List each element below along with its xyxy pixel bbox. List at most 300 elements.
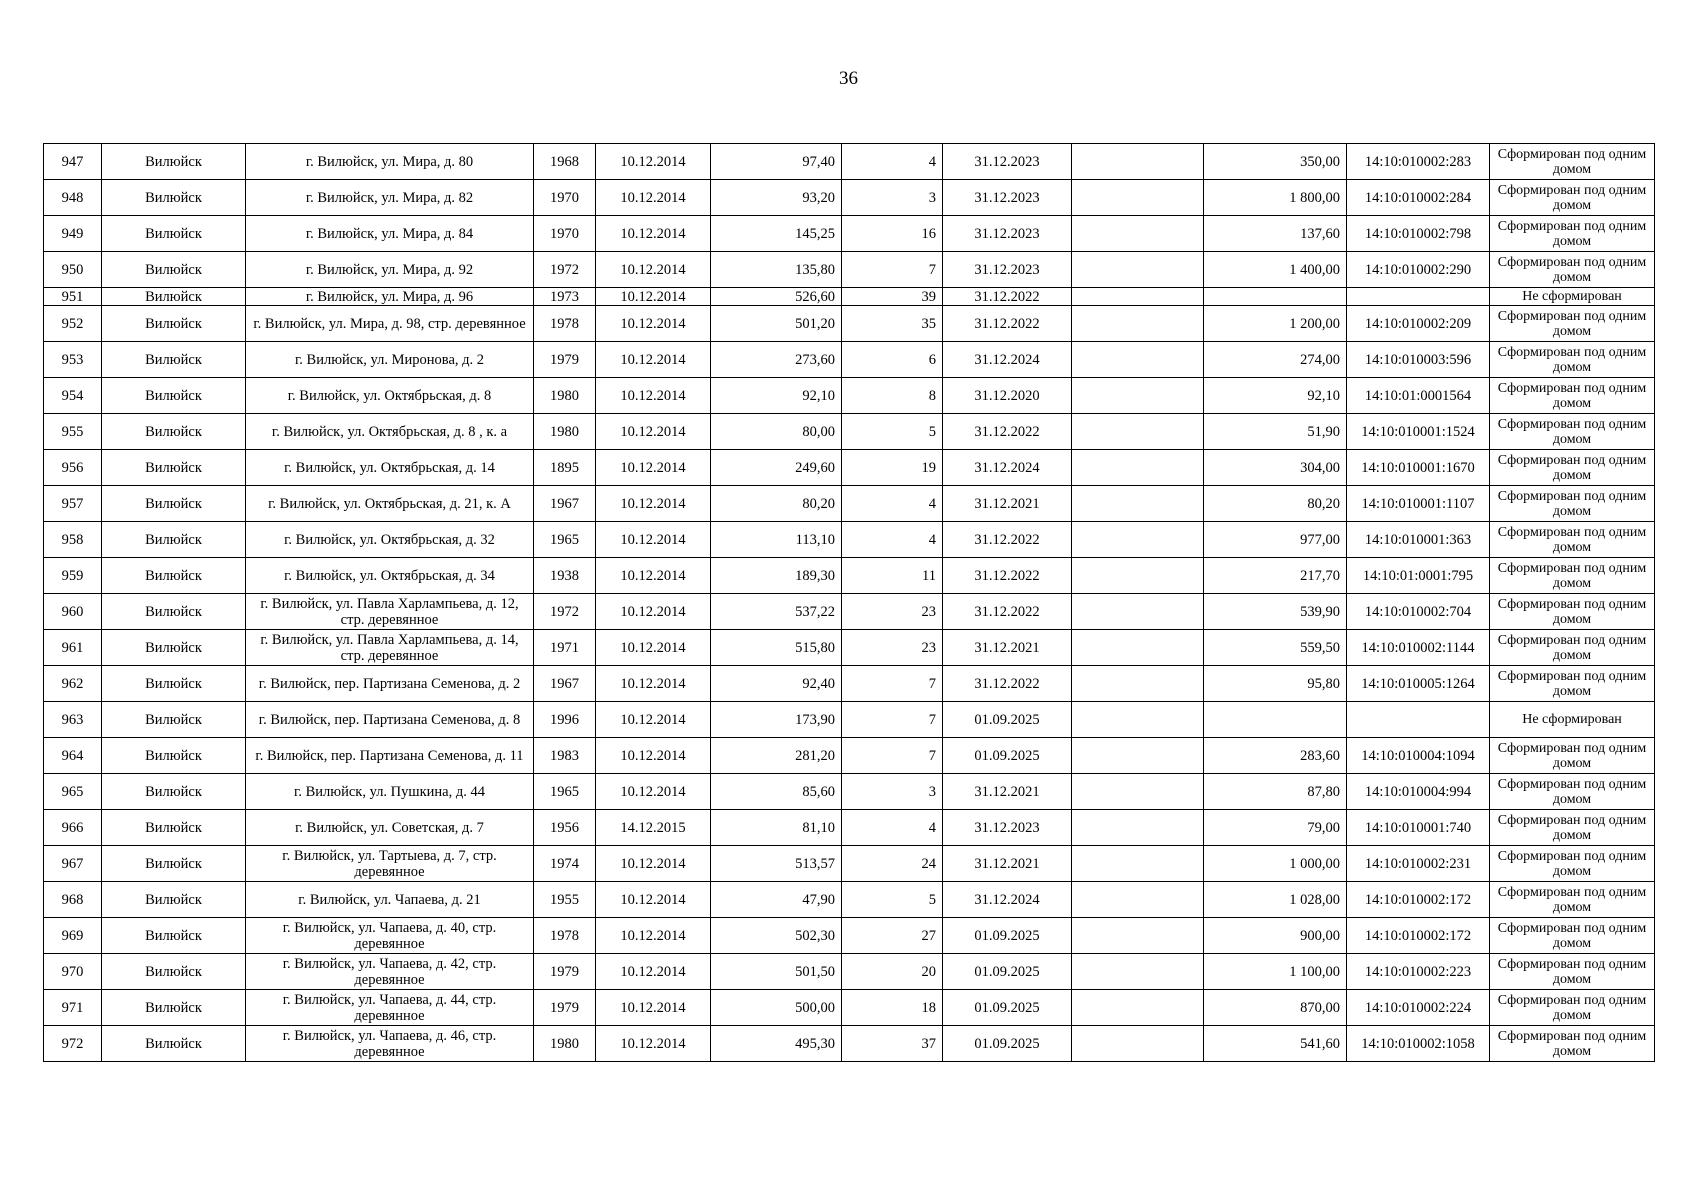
date-cell: 10.12.2014 [596, 702, 711, 738]
cadastral-number-cell: 14:10:010002:284 [1347, 180, 1490, 216]
area-cell: 495,30 [711, 1026, 842, 1062]
table-row [44, 882, 1655, 918]
land-area-cell: 95,80 [1204, 666, 1347, 702]
address-cell: г. Вилюйск, ул. Мира, д. 98, стр. деревянное [246, 306, 534, 342]
locality-cell: Вилюйск [102, 954, 246, 990]
address-cell: г. Вилюйск, ул. Чапаева, д. 46, стр. деревянное [246, 1026, 534, 1062]
year-built-cell: 1980 [534, 1026, 596, 1062]
row-number-cell: 956 [44, 450, 102, 486]
area-cell: 526,60 [711, 288, 842, 306]
date-cell: 10.12.2014 [596, 180, 711, 216]
land-area-cell: 870,00 [1204, 990, 1347, 1026]
land-status-cell: Сформирован под одним домом [1490, 306, 1655, 342]
residents-cell: 11 [842, 558, 943, 594]
cadastral-number-cell: 14:10:010001:1107 [1347, 486, 1490, 522]
address-cell: г. Вилюйск, ул. Чапаева, д. 42, стр. деревянное [246, 954, 534, 990]
year-built-cell: 1979 [534, 954, 596, 990]
deadline-cell: 31.12.2021 [943, 486, 1072, 522]
date-cell: 10.12.2014 [596, 846, 711, 882]
row-number-cell: 955 [44, 414, 102, 450]
table-row [44, 954, 1655, 990]
date-cell: 10.12.2014 [596, 738, 711, 774]
address-cell: г. Вилюйск, ул. Октябрьская, д. 34 [246, 558, 534, 594]
land-status-cell: Сформирован под одним домом [1490, 630, 1655, 666]
deadline-cell: 31.12.2022 [943, 594, 1072, 630]
year-built-cell: 1965 [534, 774, 596, 810]
date-cell: 10.12.2014 [596, 216, 711, 252]
deadline-cell: 01.09.2025 [943, 702, 1072, 738]
row-number-cell: 963 [44, 702, 102, 738]
blank-cell-cell [1072, 216, 1204, 252]
year-built-cell: 1971 [534, 630, 596, 666]
cadastral-number-cell: 14:10:010002:172 [1347, 918, 1490, 954]
residents-cell: 4 [842, 522, 943, 558]
residents-cell: 4 [842, 486, 943, 522]
cadastral-number-cell: 14:10:010003:596 [1347, 342, 1490, 378]
cadastral-number-cell: 14:10:010001:363 [1347, 522, 1490, 558]
residents-cell: 8 [842, 378, 943, 414]
cadastral-number-cell: 14:10:010005:1264 [1347, 666, 1490, 702]
residents-cell: 16 [842, 216, 943, 252]
table-row [44, 252, 1655, 288]
area-cell: 97,40 [711, 144, 842, 180]
date-cell: 10.12.2014 [596, 288, 711, 306]
year-built-cell: 1983 [534, 738, 596, 774]
residents-cell: 27 [842, 918, 943, 954]
land-status-cell: Сформирован под одним домом [1490, 594, 1655, 630]
table-row [44, 1026, 1655, 1062]
land-area-cell: 1 100,00 [1204, 954, 1347, 990]
land-area-cell: 51,90 [1204, 414, 1347, 450]
address-cell: г. Вилюйск, пер. Партизана Семенова, д. 8 [246, 702, 534, 738]
deadline-cell: 01.09.2025 [943, 918, 1072, 954]
date-cell: 10.12.2014 [596, 918, 711, 954]
land-status-cell: Сформирован под одним домом [1490, 378, 1655, 414]
table-row [44, 522, 1655, 558]
date-cell: 10.12.2014 [596, 666, 711, 702]
area-cell: 281,20 [711, 738, 842, 774]
locality-cell: Вилюйск [102, 918, 246, 954]
land-status-cell: Сформирован под одним домом [1490, 1026, 1655, 1062]
land-status-cell: Сформирован под одним домом [1490, 180, 1655, 216]
date-cell: 10.12.2014 [596, 774, 711, 810]
land-area-cell: 80,20 [1204, 486, 1347, 522]
cadastral-number-cell: 14:10:010002:290 [1347, 252, 1490, 288]
area-cell: 249,60 [711, 450, 842, 486]
residents-cell: 3 [842, 774, 943, 810]
deadline-cell: 31.12.2021 [943, 630, 1072, 666]
cadastral-number-cell [1347, 288, 1490, 306]
table-row [44, 216, 1655, 252]
blank-cell-cell [1072, 630, 1204, 666]
row-number-cell: 952 [44, 306, 102, 342]
blank-cell-cell [1072, 738, 1204, 774]
blank-cell-cell [1072, 378, 1204, 414]
land-area-cell: 559,50 [1204, 630, 1347, 666]
blank-cell-cell [1072, 144, 1204, 180]
land-area-cell: 541,60 [1204, 1026, 1347, 1062]
residents-cell: 37 [842, 1026, 943, 1062]
row-number-cell: 962 [44, 666, 102, 702]
land-area-cell: 1 028,00 [1204, 882, 1347, 918]
date-cell: 10.12.2014 [596, 450, 711, 486]
cadastral-number-cell: 14:10:01:0001:795 [1347, 558, 1490, 594]
locality-cell: Вилюйск [102, 288, 246, 306]
deadline-cell: 31.12.2024 [943, 342, 1072, 378]
date-cell: 10.12.2014 [596, 882, 711, 918]
row-number-cell: 948 [44, 180, 102, 216]
residents-cell: 7 [842, 252, 943, 288]
row-number-cell: 969 [44, 918, 102, 954]
year-built-cell: 1968 [534, 144, 596, 180]
address-cell: г. Вилюйск, ул. Октябрьская, д. 14 [246, 450, 534, 486]
residents-cell: 23 [842, 594, 943, 630]
locality-cell: Вилюйск [102, 144, 246, 180]
area-cell: 113,10 [711, 522, 842, 558]
residents-cell: 24 [842, 846, 943, 882]
locality-cell: Вилюйск [102, 990, 246, 1026]
address-cell: г. Вилюйск, ул. Чапаева, д. 40, стр. деревянное [246, 918, 534, 954]
deadline-cell: 31.12.2022 [943, 414, 1072, 450]
area-cell: 80,00 [711, 414, 842, 450]
date-cell: 10.12.2014 [596, 306, 711, 342]
table-row [44, 594, 1655, 630]
deadline-cell: 31.12.2022 [943, 306, 1072, 342]
blank-cell-cell [1072, 558, 1204, 594]
cadastral-number-cell: 14:10:010002:209 [1347, 306, 1490, 342]
deadline-cell: 31.12.2023 [943, 216, 1072, 252]
address-cell: г. Вилюйск, ул. Октябрьская, д. 21, к. А [246, 486, 534, 522]
locality-cell: Вилюйск [102, 306, 246, 342]
residents-cell: 5 [842, 414, 943, 450]
area-cell: 145,25 [711, 216, 842, 252]
locality-cell: Вилюйск [102, 450, 246, 486]
deadline-cell: 01.09.2025 [943, 990, 1072, 1026]
year-built-cell: 1972 [534, 252, 596, 288]
area-cell: 135,80 [711, 252, 842, 288]
residents-cell: 6 [842, 342, 943, 378]
year-built-cell: 1970 [534, 216, 596, 252]
locality-cell: Вилюйск [102, 702, 246, 738]
address-cell: г. Вилюйск, ул. Мира, д. 82 [246, 180, 534, 216]
land-status-cell: Сформирован под одним домом [1490, 738, 1655, 774]
land-area-cell: 1 000,00 [1204, 846, 1347, 882]
date-cell: 10.12.2014 [596, 954, 711, 990]
deadline-cell: 31.12.2022 [943, 666, 1072, 702]
area-cell: 92,10 [711, 378, 842, 414]
row-number-cell: 961 [44, 630, 102, 666]
date-cell: 10.12.2014 [596, 486, 711, 522]
deadline-cell: 01.09.2025 [943, 738, 1072, 774]
date-cell: 10.12.2014 [596, 990, 711, 1026]
year-built-cell: 1972 [534, 594, 596, 630]
table-row [44, 738, 1655, 774]
table-row [44, 414, 1655, 450]
row-number-cell: 947 [44, 144, 102, 180]
residents-cell: 18 [842, 990, 943, 1026]
locality-cell: Вилюйск [102, 486, 246, 522]
year-built-cell: 1974 [534, 846, 596, 882]
residents-cell: 39 [842, 288, 943, 306]
table-row [44, 702, 1655, 738]
land-status-cell: Сформирован под одним домом [1490, 486, 1655, 522]
land-area-cell: 304,00 [1204, 450, 1347, 486]
cadastral-number-cell: 14:10:010002:704 [1347, 594, 1490, 630]
year-built-cell: 1955 [534, 882, 596, 918]
land-status-cell: Сформирован под одним домом [1490, 666, 1655, 702]
blank-cell-cell [1072, 180, 1204, 216]
land-status-cell: Сформирован под одним домом [1490, 450, 1655, 486]
deadline-cell: 31.12.2021 [943, 846, 1072, 882]
table-row [44, 378, 1655, 414]
blank-cell-cell [1072, 846, 1204, 882]
date-cell: 10.12.2014 [596, 558, 711, 594]
land-area-cell [1204, 702, 1347, 738]
blank-cell-cell [1072, 990, 1204, 1026]
locality-cell: Вилюйск [102, 216, 246, 252]
table-row [44, 774, 1655, 810]
blank-cell-cell [1072, 252, 1204, 288]
cadastral-number-cell: 14:10:010002:224 [1347, 990, 1490, 1026]
deadline-cell: 31.12.2024 [943, 882, 1072, 918]
year-built-cell: 1956 [534, 810, 596, 846]
date-cell: 14.12.2015 [596, 810, 711, 846]
area-cell: 273,60 [711, 342, 842, 378]
blank-cell-cell [1072, 702, 1204, 738]
land-area-cell: 977,00 [1204, 522, 1347, 558]
row-number-cell: 954 [44, 378, 102, 414]
date-cell: 10.12.2014 [596, 1026, 711, 1062]
table-row [44, 990, 1655, 1026]
year-built-cell: 1967 [534, 486, 596, 522]
land-status-cell: Сформирован под одним домом [1490, 414, 1655, 450]
land-area-cell: 539,90 [1204, 594, 1347, 630]
deadline-cell: 31.12.2020 [943, 378, 1072, 414]
blank-cell-cell [1072, 450, 1204, 486]
blank-cell-cell [1072, 918, 1204, 954]
residents-cell: 7 [842, 666, 943, 702]
land-status-cell: Сформирован под одним домом [1490, 954, 1655, 990]
year-built-cell: 1895 [534, 450, 596, 486]
year-built-cell: 1979 [534, 342, 596, 378]
locality-cell: Вилюйск [102, 180, 246, 216]
date-cell: 10.12.2014 [596, 594, 711, 630]
cadastral-number-cell: 14:10:010002:172 [1347, 882, 1490, 918]
row-number-cell: 968 [44, 882, 102, 918]
row-number-cell: 951 [44, 288, 102, 306]
address-cell: г. Вилюйск, ул. Октябрьская, д. 8 , к. а [246, 414, 534, 450]
land-status-cell: Сформирован под одним домом [1490, 846, 1655, 882]
cadastral-number-cell: 14:10:010004:1094 [1347, 738, 1490, 774]
year-built-cell: 1980 [534, 378, 596, 414]
area-cell: 501,20 [711, 306, 842, 342]
cadastral-number-cell: 14:10:010002:223 [1347, 954, 1490, 990]
blank-cell-cell [1072, 306, 1204, 342]
area-cell: 501,50 [711, 954, 842, 990]
row-number-cell: 972 [44, 1026, 102, 1062]
area-cell: 500,00 [711, 990, 842, 1026]
cadastral-number-cell: 14:10:010004:994 [1347, 774, 1490, 810]
address-cell: г. Вилюйск, ул. Пушкина, д. 44 [246, 774, 534, 810]
blank-cell-cell [1072, 1026, 1204, 1062]
year-built-cell: 1996 [534, 702, 596, 738]
residents-cell: 19 [842, 450, 943, 486]
address-cell: г. Вилюйск, ул. Октябрьская, д. 8 [246, 378, 534, 414]
land-area-cell: 1 800,00 [1204, 180, 1347, 216]
locality-cell: Вилюйск [102, 594, 246, 630]
residents-cell: 4 [842, 144, 943, 180]
table-row [44, 342, 1655, 378]
table-row [44, 630, 1655, 666]
locality-cell: Вилюйск [102, 252, 246, 288]
address-cell: г. Вилюйск, ул. Мира, д. 96 [246, 288, 534, 306]
land-area-cell: 79,00 [1204, 810, 1347, 846]
land-status-cell: Сформирован под одним домом [1490, 342, 1655, 378]
area-cell: 189,30 [711, 558, 842, 594]
deadline-cell: 31.12.2024 [943, 450, 1072, 486]
address-cell: г. Вилюйск, ул. Мира, д. 84 [246, 216, 534, 252]
locality-cell: Вилюйск [102, 342, 246, 378]
year-built-cell: 1978 [534, 918, 596, 954]
area-cell: 513,57 [711, 846, 842, 882]
table-row [44, 918, 1655, 954]
locality-cell: Вилюйск [102, 630, 246, 666]
address-cell: г. Вилюйск, пер. Партизана Семенова, д. 11 [246, 738, 534, 774]
land-area-cell [1204, 288, 1347, 306]
year-built-cell: 1973 [534, 288, 596, 306]
deadline-cell: 31.12.2022 [943, 288, 1072, 306]
locality-cell: Вилюйск [102, 846, 246, 882]
locality-cell: Вилюйск [102, 378, 246, 414]
year-built-cell: 1970 [534, 180, 596, 216]
table-row [44, 666, 1655, 702]
land-status-cell: Сформирован под одним домом [1490, 990, 1655, 1026]
deadline-cell: 31.12.2023 [943, 810, 1072, 846]
blank-cell-cell [1072, 288, 1204, 306]
land-status-cell: Сформирован под одним домом [1490, 252, 1655, 288]
area-cell: 502,30 [711, 918, 842, 954]
land-area-cell: 283,60 [1204, 738, 1347, 774]
locality-cell: Вилюйск [102, 810, 246, 846]
row-number-cell: 970 [44, 954, 102, 990]
land-status-cell: Сформирован под одним домом [1490, 918, 1655, 954]
table-row [44, 306, 1655, 342]
residents-cell: 20 [842, 954, 943, 990]
cadastral-number-cell: 14:10:010002:1058 [1347, 1026, 1490, 1062]
land-area-cell: 900,00 [1204, 918, 1347, 954]
address-cell: г. Вилюйск, пер. Партизана Семенова, д. 2 [246, 666, 534, 702]
area-cell: 173,90 [711, 702, 842, 738]
land-status-cell: Сформирован под одним домом [1490, 558, 1655, 594]
land-area-cell: 274,00 [1204, 342, 1347, 378]
area-cell: 92,40 [711, 666, 842, 702]
land-status-cell: Не сформирован [1490, 702, 1655, 738]
cadastral-number-cell: 14:10:010002:231 [1347, 846, 1490, 882]
blank-cell-cell [1072, 414, 1204, 450]
blank-cell-cell [1072, 882, 1204, 918]
table-row [44, 288, 1655, 306]
housing-register-table [43, 143, 1655, 1062]
land-area-cell: 1 400,00 [1204, 252, 1347, 288]
row-number-cell: 953 [44, 342, 102, 378]
deadline-cell: 31.12.2021 [943, 774, 1072, 810]
land-area-cell: 217,70 [1204, 558, 1347, 594]
deadline-cell: 01.09.2025 [943, 954, 1072, 990]
deadline-cell: 31.12.2023 [943, 252, 1072, 288]
year-built-cell: 1978 [534, 306, 596, 342]
row-number-cell: 957 [44, 486, 102, 522]
land-status-cell: Сформирован под одним домом [1490, 882, 1655, 918]
date-cell: 10.12.2014 [596, 522, 711, 558]
table-row [44, 144, 1655, 180]
cadastral-number-cell: 14:10:010001:1670 [1347, 450, 1490, 486]
residents-cell: 35 [842, 306, 943, 342]
year-built-cell: 1979 [534, 990, 596, 1026]
date-cell: 10.12.2014 [596, 144, 711, 180]
land-status-cell: Не сформирован [1490, 288, 1655, 306]
residents-cell: 3 [842, 180, 943, 216]
year-built-cell: 1938 [534, 558, 596, 594]
table-row [44, 450, 1655, 486]
area-cell: 80,20 [711, 486, 842, 522]
locality-cell: Вилюйск [102, 738, 246, 774]
row-number-cell: 965 [44, 774, 102, 810]
deadline-cell: 31.12.2022 [943, 558, 1072, 594]
date-cell: 10.12.2014 [596, 630, 711, 666]
land-status-cell: Сформирован под одним домом [1490, 774, 1655, 810]
address-cell: г. Вилюйск, ул. Чапаева, д. 21 [246, 882, 534, 918]
address-cell: г. Вилюйск, ул. Павла Харлампьева, д. 12, стр. деревянное [246, 594, 534, 630]
land-area-cell: 87,80 [1204, 774, 1347, 810]
residents-cell: 4 [842, 810, 943, 846]
area-cell: 537,22 [711, 594, 842, 630]
date-cell: 10.12.2014 [596, 414, 711, 450]
address-cell: г. Вилюйск, ул. Миронова, д. 2 [246, 342, 534, 378]
table-row [44, 180, 1655, 216]
year-built-cell: 1967 [534, 666, 596, 702]
row-number-cell: 971 [44, 990, 102, 1026]
table-row [44, 558, 1655, 594]
address-cell: г. Вилюйск, ул. Павла Харлампьева, д. 14, стр. деревянное [246, 630, 534, 666]
locality-cell: Вилюйск [102, 558, 246, 594]
row-number-cell: 966 [44, 810, 102, 846]
residents-cell: 23 [842, 630, 943, 666]
deadline-cell: 01.09.2025 [943, 1026, 1072, 1062]
locality-cell: Вилюйск [102, 774, 246, 810]
table-body [44, 144, 1655, 1062]
row-number-cell: 950 [44, 252, 102, 288]
locality-cell: Вилюйск [102, 414, 246, 450]
area-cell: 81,10 [711, 810, 842, 846]
blank-cell-cell [1072, 774, 1204, 810]
locality-cell: Вилюйск [102, 522, 246, 558]
locality-cell: Вилюйск [102, 882, 246, 918]
deadline-cell: 31.12.2023 [943, 144, 1072, 180]
cadastral-number-cell: 14:10:010001:1524 [1347, 414, 1490, 450]
blank-cell-cell [1072, 666, 1204, 702]
land-status-cell: Сформирован под одним домом [1490, 522, 1655, 558]
cadastral-number-cell: 14:10:01:0001564 [1347, 378, 1490, 414]
table-row [44, 846, 1655, 882]
area-cell: 515,80 [711, 630, 842, 666]
area-cell: 47,90 [711, 882, 842, 918]
cadastral-number-cell [1347, 702, 1490, 738]
residents-cell: 5 [842, 882, 943, 918]
residents-cell: 7 [842, 702, 943, 738]
cadastral-number-cell: 14:10:010002:283 [1347, 144, 1490, 180]
date-cell: 10.12.2014 [596, 252, 711, 288]
area-cell: 85,60 [711, 774, 842, 810]
